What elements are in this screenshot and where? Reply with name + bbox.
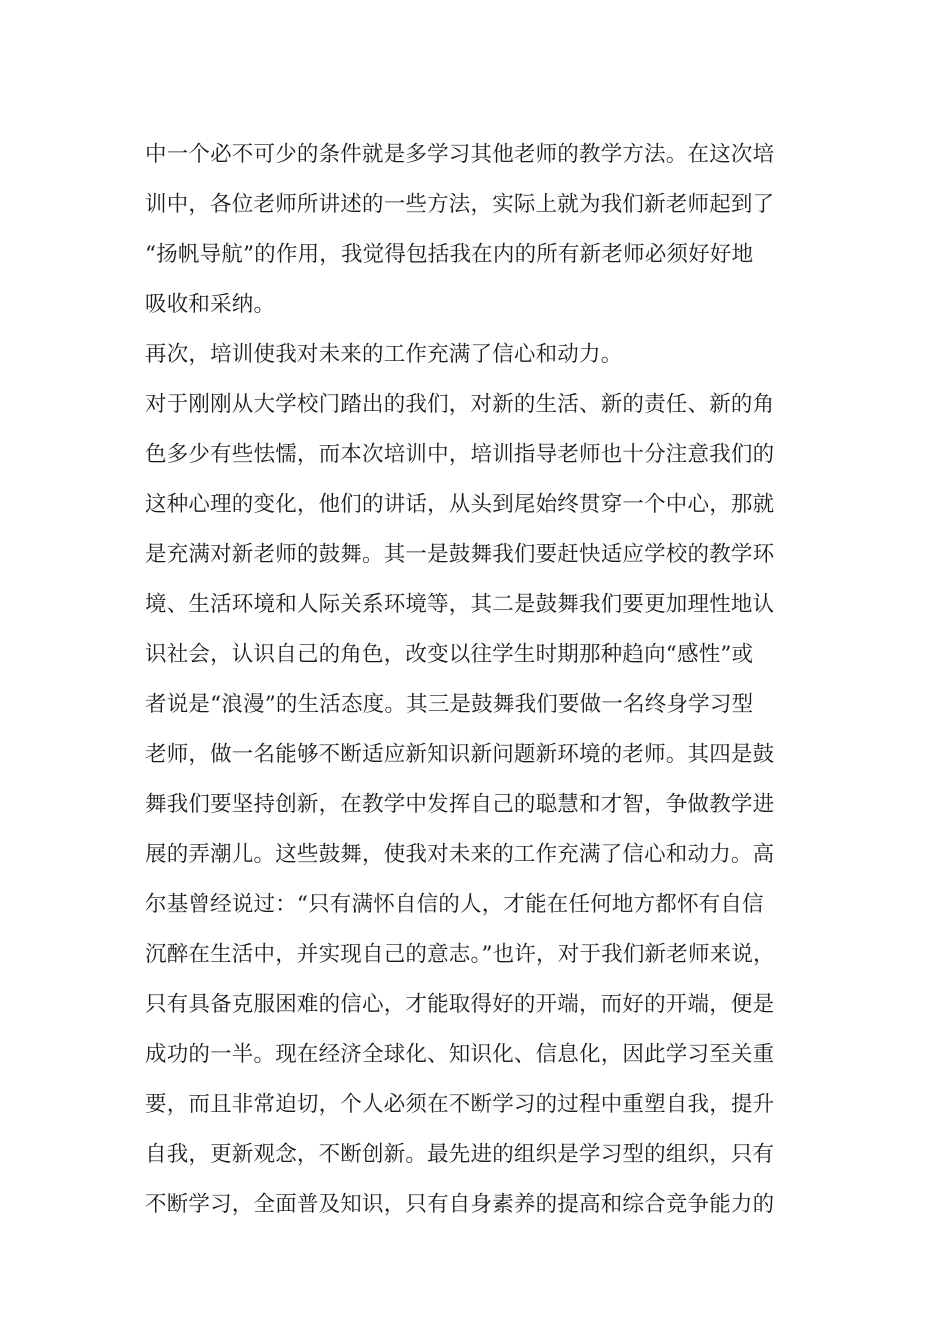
text-line: 是充满对新老师的鼓舞。其一是鼓舞我们要赶快适应学校的教学环 (145, 542, 775, 567)
text-line: 沉醉在生活中，并实现自己的意志。”也许，对于我们新老师来说， (145, 942, 775, 967)
text-line: 老师，做一名能够不断适应新知识新问题新环境的老师。其四是鼓 (145, 742, 775, 767)
text-line: 识社会，认识自己的角色，改变以往学生时期那种趋向“感性”或 (145, 642, 754, 667)
text-line: 吸收和采纳。 (145, 292, 276, 317)
text-line: 再次，培训使我对未来的工作充满了信心和动力。 (145, 342, 623, 367)
text-line: 对于刚刚从大学校门踏出的我们，对新的生活、新的责任、新的角 (145, 392, 775, 417)
text-line: 这种心理的变化，他们的讲话，从头到尾始终贯穿一个中心，那就 (145, 492, 775, 517)
text-line: 成功的一半。现在经济全球化、知识化、信息化，因此学习至关重 (145, 1042, 775, 1067)
text-line: “扬帆导航”的作用，我觉得包括我在内的所有新老师必须好好地 (145, 242, 754, 267)
text-line: 展的弄潮儿。这些鼓舞，使我对未来的工作充满了信心和动力。高 (145, 842, 775, 867)
body-text (145, 130, 835, 1230)
text-line: 尔基曾经说过：“只有满怀自信的人，才能在任何地方都怀有自信 (145, 892, 764, 917)
text-line: 不断学习，全面普及知识，只有自身素养的提高和综合竞争能力的 (145, 1192, 775, 1217)
text-line: 自我，更新观念，不断创新。最先进的组织是学习型的组织，只有 (145, 1142, 775, 1167)
text-line: 要，而且非常迫切，个人必须在不断学习的过程中重塑自我，提升 (145, 1092, 775, 1117)
text-line: 色多少有些怯懦，而本次培训中，培训指导老师也十分注意我们的 (145, 442, 775, 467)
text-line: 境、生活环境和人际关系环境等，其二是鼓舞我们要更加理性地认 (145, 592, 775, 617)
text-line: 舞我们要坚持创新，在教学中发挥自己的聪慧和才智，争做教学进 (145, 792, 775, 817)
text-line: 训中，各位老师所讲述的一些方法，实际上就为我们新老师起到了 (145, 192, 775, 217)
text-line: 中一个必不可少的条件就是多学习其他老师的教学方法。在这次培 (145, 142, 775, 167)
text-line: 者说是“浪漫”的生活态度。其三是鼓舞我们要做一名终身学习型 (145, 692, 754, 717)
text-line: 只有具备克服困难的信心，才能取得好的开端，而好的开端，便是 (145, 992, 775, 1017)
